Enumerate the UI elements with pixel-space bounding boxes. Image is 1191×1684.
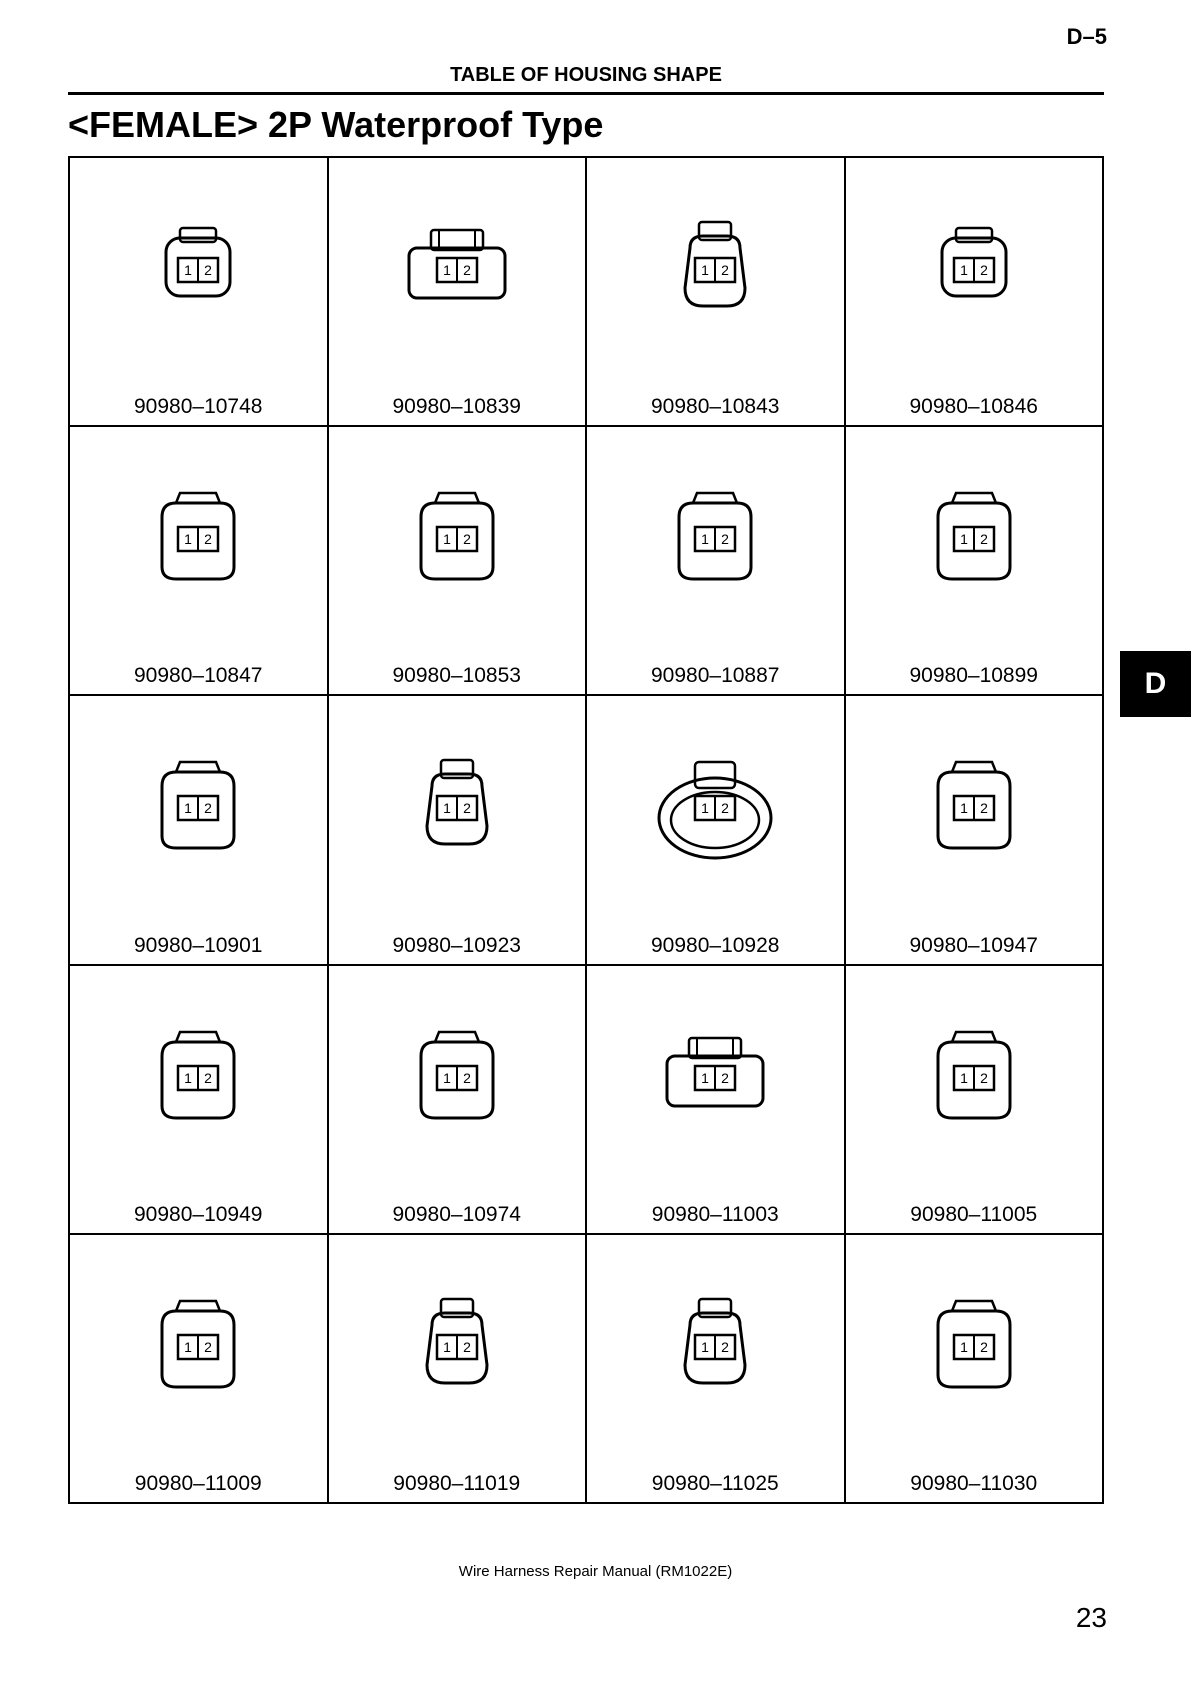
pin-label: 2 — [462, 1069, 471, 1086]
pin-label: 2 — [721, 800, 730, 817]
connector-housing-drawing — [904, 1026, 1044, 1136]
connector-cell — [846, 427, 1105, 696]
pin-label: 1 — [184, 531, 193, 548]
connector-cell — [846, 966, 1105, 1235]
connector-cell — [70, 1235, 329, 1504]
pin-label: 2 — [204, 1069, 213, 1086]
connector-housing-drawing — [645, 1295, 785, 1405]
connector-cell — [329, 696, 588, 965]
connector-housing-drawing — [128, 487, 268, 597]
connector-housing-drawing — [387, 1026, 527, 1136]
pin-label: 1 — [701, 1069, 710, 1086]
pin-label: 2 — [204, 800, 213, 817]
connector-housing-drawing — [128, 1026, 268, 1136]
connector-housing-drawing — [904, 1295, 1044, 1405]
pin-label: 1 — [184, 1069, 193, 1086]
section-tab: D — [1120, 651, 1191, 717]
part-number: 90980–10846 — [909, 395, 1038, 419]
pin-label: 2 — [979, 1069, 988, 1086]
pin-label: 2 — [721, 531, 730, 548]
section-header: TABLE OF HOUSING SHAPE — [450, 64, 722, 86]
footer-manual: Wire Harness Repair Manual (RM1022E) — [458, 1563, 733, 1580]
part-number: 90980–10923 — [392, 933, 521, 957]
pin-label: 2 — [979, 1338, 988, 1355]
connector-housing-drawing — [128, 218, 268, 328]
connector-housing-drawing — [387, 756, 527, 866]
connector-cell — [70, 966, 329, 1235]
pin-label: 1 — [442, 1069, 451, 1086]
pin-label: 2 — [204, 1338, 213, 1355]
pin-label: 1 — [442, 1338, 451, 1355]
page-title: <FEMALE> 2P Waterproof Type — [68, 104, 604, 145]
pin-label: 2 — [979, 262, 988, 278]
part-number: 90980–10901 — [134, 933, 263, 957]
part-number: 90980–10853 — [392, 664, 521, 688]
connector-table — [68, 156, 1104, 1504]
part-number: 90980–11030 — [910, 1472, 1038, 1495]
part-number: 90980–11003 — [651, 1202, 779, 1226]
page-number: 23 — [1075, 1602, 1107, 1633]
pin-label: 2 — [979, 531, 988, 548]
pin-label: 2 — [462, 1338, 471, 1355]
pin-label: 1 — [184, 800, 193, 817]
connector-cell — [70, 158, 329, 427]
part-number: 90980–11019 — [393, 1472, 521, 1495]
part-number: 90980–10843 — [651, 395, 780, 419]
part-number: 90980–10949 — [134, 1202, 263, 1226]
connector-housing-drawing — [645, 487, 785, 597]
pin-label: 1 — [959, 531, 968, 548]
pin-label: 1 — [701, 1338, 710, 1355]
part-number: 90980–10947 — [909, 933, 1038, 957]
part-number: 90980–10928 — [651, 933, 780, 957]
pin-label: 2 — [462, 800, 471, 817]
part-number: 90980–11005 — [910, 1202, 1038, 1226]
pin-label: 2 — [204, 262, 213, 278]
page-code: D–5 — [1066, 24, 1107, 49]
pin-label: 1 — [184, 1338, 193, 1355]
pin-label: 2 — [462, 531, 471, 548]
part-number: 90980–10899 — [909, 664, 1038, 688]
connector-housing-drawing — [387, 218, 527, 328]
pin-label: 2 — [721, 1338, 730, 1355]
pin-label: 1 — [442, 531, 451, 548]
connector-cell — [329, 1235, 588, 1504]
connector-cell — [846, 158, 1105, 427]
pin-label: 2 — [721, 262, 730, 278]
pin-label: 1 — [959, 800, 968, 817]
part-number: 90980–10974 — [392, 1202, 521, 1226]
connector-cell — [846, 696, 1105, 965]
connector-cell — [846, 1235, 1105, 1504]
connector-cell — [70, 696, 329, 965]
connector-housing-drawing — [904, 487, 1044, 597]
connector-housing-drawing — [387, 1295, 527, 1405]
pin-label: 1 — [701, 800, 710, 817]
part-number: 90980–10887 — [651, 664, 780, 688]
pin-label: 2 — [721, 1069, 730, 1086]
pin-label: 1 — [701, 531, 710, 548]
connector-housing-drawing — [645, 1026, 785, 1136]
connector-housing-drawing — [128, 1295, 268, 1405]
connector-cell — [587, 696, 846, 965]
connector-housing-drawing — [645, 218, 785, 328]
pin-label: 2 — [979, 800, 988, 817]
pin-label: 1 — [184, 262, 193, 278]
connector-cell — [587, 1235, 846, 1504]
connector-cell — [587, 966, 846, 1235]
pin-label: 1 — [701, 262, 710, 278]
part-number: 90980–11009 — [134, 1472, 262, 1495]
pin-label: 1 — [959, 1069, 968, 1086]
connector-cell — [329, 966, 588, 1235]
connector-housing-drawing — [904, 218, 1044, 328]
pin-label: 2 — [204, 531, 213, 548]
connector-housing-drawing — [645, 756, 785, 866]
part-number: 90980–10847 — [134, 664, 263, 688]
connector-cell — [587, 427, 846, 696]
pin-label: 1 — [959, 1338, 968, 1355]
pin-label: 1 — [442, 262, 451, 278]
connector-cell — [587, 158, 846, 427]
connector-housing-drawing — [387, 487, 527, 597]
connector-cell — [70, 427, 329, 696]
part-number: 90980–11025 — [651, 1472, 779, 1495]
connector-housing-drawing — [904, 756, 1044, 866]
pin-label: 1 — [442, 800, 451, 817]
connector-housing-drawing — [128, 756, 268, 866]
pin-label: 1 — [959, 262, 968, 278]
part-number: 90980–10839 — [392, 395, 521, 419]
connector-cell — [329, 158, 588, 427]
part-number: 90980–10748 — [134, 395, 263, 419]
pin-label: 2 — [462, 262, 471, 278]
header-rule — [68, 92, 1104, 95]
connector-cell — [329, 427, 588, 696]
